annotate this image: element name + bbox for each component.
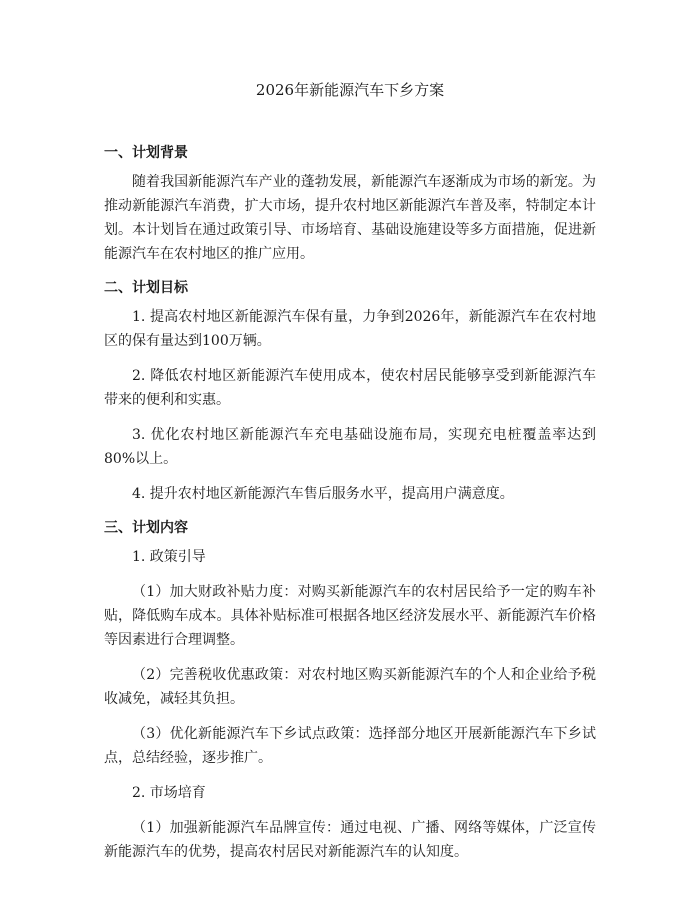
section-content	[104, 517, 596, 864]
market-item: （1）加强新能源汽车品牌宣传：通过电视、广播、网络等媒体，广泛宣传新能源汽车的优势，提高农村居民对新能源汽车的认知度。	[104, 820, 596, 860]
paragraph: 随着我国新能源汽车产业的蓬勃发展，新能源汽车逐渐成为市场的新宠。为推动新能源汽车消费，扩大市场，提升农村地区新能源汽车普及率，特制定本计划。本计划旨在通过政策引导、市场培育、基础设施建设等多方面措施，促进新能源汽车在农村地区的推广应用。	[104, 174, 596, 262]
section-heading: 二、计划目标	[104, 280, 188, 296]
section-heading: 一、计划背景	[104, 145, 188, 161]
section-heading: 三、计划内容	[104, 520, 188, 536]
document-title: 2026年新能源汽车下乡方案	[255, 81, 445, 99]
section-goals	[104, 277, 596, 506]
policy-item: （3）优化新能源汽车下乡试点政策：选择部分地区开展新能源汽车下乡试点，总结经验，逐步推广。	[104, 726, 596, 766]
subsection-title: 2. 市场培育	[132, 785, 206, 801]
policy-item: （1）加大财政补贴力度：对购买新能源汽车的农村居民给予一定的购车补贴，降低购车成本。具体补贴标准可根据各地区经济发展水平、新能源汽车价格等因素进行合理调整。	[104, 584, 596, 648]
section-background	[104, 142, 596, 266]
goal-item: 1. 提高农村地区新能源汽车保有量，力争到2026年，新能源汽车在农村地区的保有量达到100万辆。	[104, 309, 596, 349]
goal-item: 3. 优化农村地区新能源汽车充电基础设施布局，实现充电桩覆盖率达到80%以上。	[104, 427, 596, 467]
goal-item: 4. 提升农村地区新能源汽车售后服务水平，提高用户满意度。	[132, 486, 514, 502]
policy-item: （2）完善税收优惠政策：对农村地区购买新能源汽车的个人和企业给予税收减免，减轻其负担。	[104, 667, 596, 707]
document-body	[104, 142, 596, 875]
subsection-title: 1. 政策引导	[132, 549, 206, 565]
goal-item: 2. 降低农村地区新能源汽车使用成本，使农村居民能够享受到新能源汽车带来的便利和实惠。	[104, 368, 596, 408]
